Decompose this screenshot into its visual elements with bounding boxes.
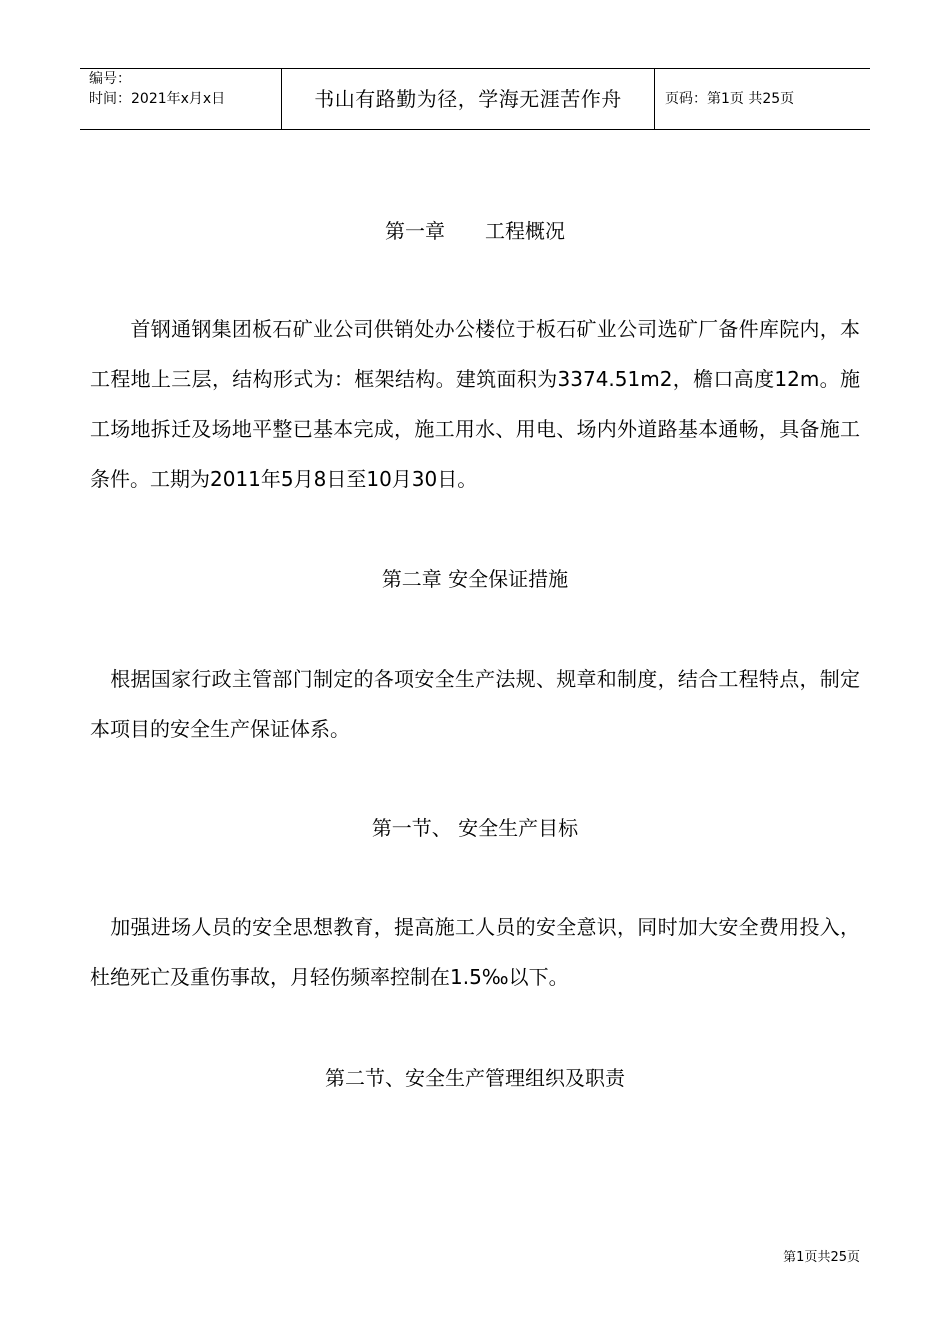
- chapter-1-paragraph: 首钢通钢集团板石矿业公司供销处办公楼位于板石矿业公司选矿厂备件库院内，本工程地上三层，结构形式为：框架结构。建筑面积为3374.51m2，檐口高度12m。施工场地拆迁及场地平整已基本完成，施工用水、用电、场内外道路基本通畅，具备施工条件。工期为2011年5月8日至10月30日。: [90, 317, 860, 491]
- chapter-2-paragraph: 根据国家行政主管部门制定的各项安全生产法规、规章和制度，结合工程特点，制定本项目的安全生产保证体系。: [90, 667, 860, 741]
- header-meta-cell: [80, 69, 282, 129]
- page-header: [80, 68, 870, 130]
- section-2-title: 第二节、安全生产管理组织及职责: [325, 1066, 625, 1090]
- header-motto: 书山有路勤为径，学海无涯苦作舟: [282, 69, 655, 129]
- section-1-title: 第一节、 安全生产目标: [371, 816, 579, 840]
- page-footer: 第1页共25页: [783, 1250, 860, 1265]
- document-number-label: 编号：: [89, 71, 131, 87]
- document-date-label: 时间：2021年x月x日: [89, 91, 226, 107]
- chapter-1-title: 第一章 工程概况: [385, 219, 565, 243]
- section-1-paragraph: 加强进场人员的安全思想教育，提高施工人员的安全意识，同时加大安全费用投入，杜绝死亡及重伤事故，月轻伤频率控制在1.5‰以下。: [90, 915, 860, 989]
- header-page-info: 页码：第1页 共25页: [665, 91, 795, 107]
- chapter-2-title: 第二章 安全保证措施: [381, 567, 569, 591]
